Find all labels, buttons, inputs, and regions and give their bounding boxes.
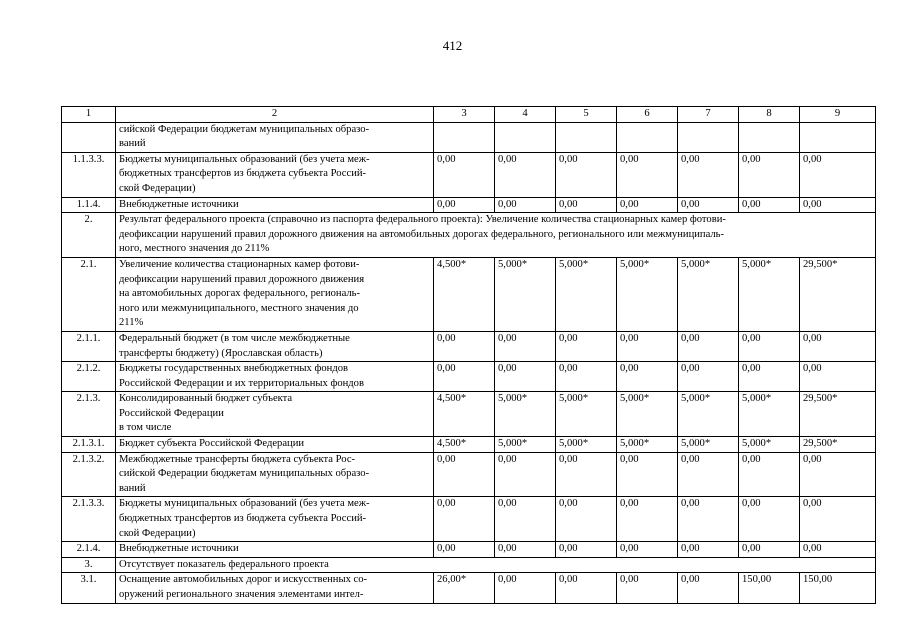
value-cell: 5,000* [617, 257, 678, 331]
row-number-cell: 2.1.3.1. [62, 437, 116, 453]
table-row [62, 152, 876, 197]
value-cell: 0,00 [556, 197, 617, 213]
value-cell: 0,00 [678, 497, 739, 542]
table-row [62, 452, 876, 497]
value-cell [739, 122, 800, 152]
value-cell: 29,500* [800, 392, 876, 437]
value-cell: 5,000* [556, 437, 617, 453]
value-cell: 29,500* [800, 257, 876, 331]
table-row [62, 362, 876, 392]
value-cell: 5,000* [678, 392, 739, 437]
table-row [62, 437, 876, 453]
value-cell [495, 122, 556, 152]
value-cell [617, 122, 678, 152]
table-row [62, 557, 876, 573]
row-number-cell: 2. [62, 213, 116, 258]
value-cell: 4,500* [434, 437, 495, 453]
row-label-cell: Бюджеты муниципальных образований (без учета меж- бюджетных трансфертов из бюджета субъекта Россий- ской Федерации) [116, 497, 434, 542]
value-cell: 0,00 [556, 152, 617, 197]
value-cell: 0,00 [495, 542, 556, 558]
value-cell: 29,500* [800, 437, 876, 453]
value-cell: 0,00 [739, 197, 800, 213]
value-cell: 0,00 [678, 152, 739, 197]
row-number-cell: 2.1.3.3. [62, 497, 116, 542]
row-number-cell [62, 122, 116, 152]
value-cell: 0,00 [678, 362, 739, 392]
value-cell: 5,000* [495, 257, 556, 331]
value-cell: 0,00 [800, 197, 876, 213]
value-cell: 26,00* [434, 573, 495, 603]
value-cell: 150,00 [800, 573, 876, 603]
value-cell: 0,00 [434, 362, 495, 392]
value-cell [556, 122, 617, 152]
value-cell: 4,500* [434, 392, 495, 437]
value-cell: 5,000* [556, 392, 617, 437]
header-cell: 1 [62, 107, 116, 123]
budget-table [61, 106, 876, 604]
value-cell: 0,00 [739, 152, 800, 197]
value-cell: 0,00 [434, 497, 495, 542]
value-cell: 0,00 [678, 197, 739, 213]
value-cell: 0,00 [495, 573, 556, 603]
table-row [62, 573, 876, 603]
value-cell: 5,000* [617, 392, 678, 437]
value-cell: 0,00 [678, 452, 739, 497]
header-cell: 5 [556, 107, 617, 123]
value-cell: 0,00 [800, 542, 876, 558]
table-row [62, 213, 876, 258]
value-cell: 0,00 [739, 542, 800, 558]
value-cell: 0,00 [495, 497, 556, 542]
value-cell: 0,00 [556, 542, 617, 558]
value-cell: 5,000* [678, 437, 739, 453]
value-cell: 0,00 [800, 331, 876, 361]
value-cell: 0,00 [617, 152, 678, 197]
table-header-row [62, 107, 876, 123]
value-cell: 0,00 [739, 362, 800, 392]
value-cell: 0,00 [556, 452, 617, 497]
value-cell: 0,00 [617, 573, 678, 603]
value-cell: 0,00 [617, 452, 678, 497]
table-row [62, 197, 876, 213]
value-cell: 0,00 [556, 331, 617, 361]
row-label-cell: Увеличение количества стационарных камер фотови- деофиксации нарушений правил дорожного движения на автомобильных дорогах федерального, региональ- ного или межмуниципального, местного значения до 211% [116, 257, 434, 331]
table-row [62, 122, 876, 152]
row-label-cell: сийской Федерации бюджетам муниципальных образо- ваний [116, 122, 434, 152]
value-cell: 0,00 [617, 331, 678, 361]
row-label-cell: Бюджет субъекта Российской Федерации [116, 437, 434, 453]
value-cell: 0,00 [800, 362, 876, 392]
row-label-cell: Внебюджетные источники [116, 542, 434, 558]
value-cell: 0,00 [434, 152, 495, 197]
value-cell: 0,00 [495, 331, 556, 361]
value-cell: 0,00 [617, 362, 678, 392]
row-label-cell: Межбюджетные трансферты бюджета субъекта Рос- сийской Федерации бюджетам муниципальных образо- ваний [116, 452, 434, 497]
row-number-cell: 2.1.3. [62, 392, 116, 437]
value-cell: 0,00 [556, 573, 617, 603]
row-number-cell: 2.1. [62, 257, 116, 331]
row-label-cell: Бюджеты муниципальных образований (без учета меж- бюджетных трансфертов из бюджета субъекта Россий- ской Федерации) [116, 152, 434, 197]
value-cell: 0,00 [495, 452, 556, 497]
row-number-cell: 2.1.2. [62, 362, 116, 392]
value-cell: 5,000* [739, 437, 800, 453]
row-number-cell: 1.1.4. [62, 197, 116, 213]
value-cell: 0,00 [739, 331, 800, 361]
value-cell: 0,00 [678, 331, 739, 361]
value-cell: 0,00 [739, 497, 800, 542]
table-row [62, 392, 876, 437]
header-cell: 2 [116, 107, 434, 123]
row-label-cell: Консолидированный бюджет субъекта Российской Федерации в том числе [116, 392, 434, 437]
row-label-cell: Федеральный бюджет (в том числе межбюджетные трансферты бюджету) (Ярославская область) [116, 331, 434, 361]
row-number-cell: 2.1.4. [62, 542, 116, 558]
value-cell: 0,00 [495, 197, 556, 213]
value-cell [678, 122, 739, 152]
row-number-cell: 3.1. [62, 573, 116, 603]
value-cell: 0,00 [617, 542, 678, 558]
value-cell: 0,00 [434, 452, 495, 497]
value-cell: 0,00 [678, 573, 739, 603]
value-cell: 0,00 [617, 197, 678, 213]
table-row [62, 497, 876, 542]
value-cell: 5,000* [739, 257, 800, 331]
value-cell: 0,00 [495, 152, 556, 197]
value-cell: 0,00 [434, 331, 495, 361]
row-label-cell: Бюджеты государственных внебюджетных фондов Российской Федерации и их территориальных фондов [116, 362, 434, 392]
value-cell: 5,000* [495, 392, 556, 437]
row-label-cell: Результат федерального проекта (справочно из паспорта федерального проекта): Увеличение количества стационарных камер фотови- деофиксации нарушений правил дорожного движения на автомобильных дорогах федерального, регионального или межмуниципаль- ного, местного значения до 211% [116, 213, 876, 258]
value-cell: 0,00 [617, 497, 678, 542]
value-cell: 4,500* [434, 257, 495, 331]
header-cell: 3 [434, 107, 495, 123]
value-cell: 150,00 [739, 573, 800, 603]
value-cell: 0,00 [434, 542, 495, 558]
value-cell: 0,00 [800, 452, 876, 497]
table-row [62, 331, 876, 361]
row-number-cell: 2.1.1. [62, 331, 116, 361]
value-cell: 0,00 [678, 542, 739, 558]
value-cell: 5,000* [678, 257, 739, 331]
value-cell: 0,00 [800, 497, 876, 542]
row-number-cell: 2.1.3.2. [62, 452, 116, 497]
value-cell: 5,000* [739, 392, 800, 437]
header-cell: 6 [617, 107, 678, 123]
row-label-cell: Внебюджетные источники [116, 197, 434, 213]
value-cell: 0,00 [495, 362, 556, 392]
header-cell: 7 [678, 107, 739, 123]
value-cell: 0,00 [556, 362, 617, 392]
row-number-cell: 3. [62, 557, 116, 573]
value-cell [434, 122, 495, 152]
value-cell: 0,00 [739, 452, 800, 497]
row-number-cell: 1.1.3.3. [62, 152, 116, 197]
value-cell: 5,000* [495, 437, 556, 453]
table-row [62, 542, 876, 558]
table-row [62, 257, 876, 331]
header-cell: 4 [495, 107, 556, 123]
value-cell: 0,00 [434, 197, 495, 213]
value-cell: 5,000* [617, 437, 678, 453]
header-cell: 9 [800, 107, 876, 123]
value-cell [800, 122, 876, 152]
header-cell: 8 [739, 107, 800, 123]
value-cell: 0,00 [556, 497, 617, 542]
value-cell: 5,000* [556, 257, 617, 331]
row-label-cell: Отсутствует показатель федерального проекта [116, 557, 876, 573]
row-label-cell: Оснащение автомобильных дорог и искусственных со- оружений регионального значения элементами интел- [116, 573, 434, 603]
page-number: 412 [442, 38, 463, 53]
value-cell: 0,00 [800, 152, 876, 197]
